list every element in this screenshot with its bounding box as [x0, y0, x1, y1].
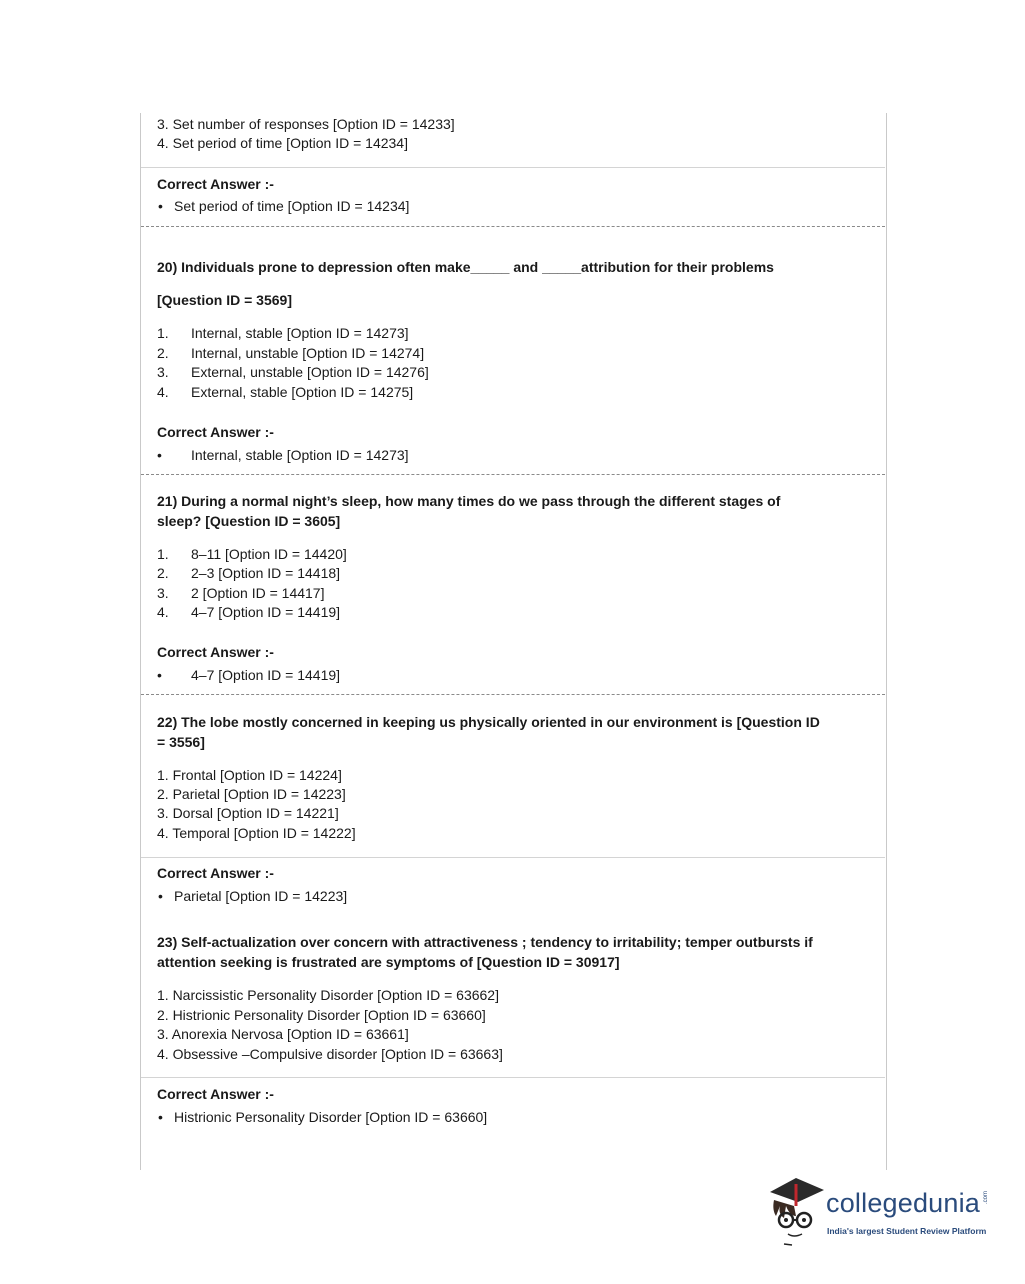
bullet: • — [158, 1109, 163, 1125]
divider — [141, 1077, 885, 1078]
q21-answer-heading: Correct Answer :- — [157, 644, 274, 660]
logo-tagline: India's largest Student Review Platform — [827, 1226, 987, 1236]
q23-question-line2: attention seeking is frustrated are symptoms of [Question ID = 30917] — [157, 954, 620, 970]
q21-option-3: 2 [Option ID = 14417] — [191, 585, 325, 601]
q23-option-3: 3. Anorexia Nervosa [Option ID = 63661] — [157, 1026, 409, 1042]
logo-wordmark: collegedunia — [826, 1188, 981, 1218]
divider — [141, 857, 885, 858]
q19-option-4: 4. Set period of time [Option ID = 14234] — [157, 135, 408, 151]
q23-question-line1: 23) Self-actualization over concern with attractiveness ; tendency to irritability; temper outbursts if — [157, 934, 813, 950]
dashed-divider — [141, 474, 885, 475]
q22-answer: Parietal [Option ID = 14223] — [174, 888, 348, 904]
q23-answer: Histrionic Personality Disorder [Option ID = 63660] — [174, 1109, 488, 1125]
q20-answer-heading: Correct Answer :- — [157, 424, 274, 440]
q20-question-id: [Question ID = 3569] — [157, 292, 292, 308]
q20-option-3: External, unstable [Option ID = 14276] — [191, 364, 429, 380]
dashed-divider — [141, 694, 885, 695]
bullet: • — [158, 198, 163, 214]
q23-option-2: 2. Histrionic Personality Disorder [Option ID = 63660] — [157, 1007, 486, 1023]
q21-option-2: 2–3 [Option ID = 14418] — [191, 565, 341, 581]
q20-option-1: Internal, stable [Option ID = 14273] — [191, 325, 409, 341]
bullet: • — [158, 888, 163, 904]
collegedunia-logo — [766, 1176, 996, 1246]
q21-answer: 4–7 [Option ID = 14419] — [191, 667, 341, 683]
q19-answer: Set period of time [Option ID = 14234] — [174, 198, 410, 214]
logo-com: .com — [983, 1190, 989, 1204]
q20-option-2: Internal, unstable [Option ID = 14274] — [191, 345, 425, 361]
q23-answer-heading: Correct Answer :- — [157, 1086, 274, 1102]
q21-question-line1: 21) During a normal night’s sleep, how many times do we pass through the different stages of — [157, 493, 781, 509]
q21-question-line2: sleep? [Question ID = 3605] — [157, 513, 341, 529]
q21-option-num: 3. — [157, 585, 169, 601]
q19-option-3: 3. Set number of responses [Option ID = 14233] — [157, 116, 455, 132]
q20-option-num: 3. — [157, 364, 169, 380]
q20-option-num: 1. — [157, 325, 169, 341]
q21-option-num: 1. — [157, 546, 169, 562]
mascot-icon — [766, 1176, 828, 1246]
q22-question-line2: = 3556] — [157, 734, 205, 750]
q22-answer-heading: Correct Answer :- — [157, 865, 274, 881]
q21-option-num: 2. — [157, 565, 169, 581]
q23-option-1: 1. Narcissistic Personality Disorder [Option ID = 63662] — [157, 987, 499, 1003]
dashed-divider — [141, 226, 885, 227]
q20-option-num: 2. — [157, 345, 169, 361]
q20-answer: Internal, stable [Option ID = 14273] — [191, 447, 409, 463]
q22-option-3: 3. Dorsal [Option ID = 14221] — [157, 805, 339, 821]
q19-answer-heading: Correct Answer :- — [157, 176, 274, 192]
q22-option-1: 1. Frontal [Option ID = 14224] — [157, 767, 342, 783]
q22-option-2: 2. Parietal [Option ID = 14223] — [157, 786, 346, 802]
divider — [141, 167, 885, 168]
q20-question: 20) Individuals prone to depression often make_____ and _____attribution for their problems — [157, 259, 774, 275]
q22-option-4: 4. Temporal [Option ID = 14222] — [157, 825, 356, 841]
q21-option-4: 4–7 [Option ID = 14419] — [191, 604, 341, 620]
q20-option-4: External, stable [Option ID = 14275] — [191, 384, 414, 400]
q20-option-num: 4. — [157, 384, 169, 400]
bullet: • — [157, 447, 162, 463]
q21-option-num: 4. — [157, 604, 169, 620]
q22-question-line1: 22) The lobe mostly concerned in keeping us physically oriented in our environment is [Question ID — [157, 714, 820, 730]
bullet: • — [157, 667, 162, 683]
q21-option-1: 8–11 [Option ID = 14420] — [191, 546, 347, 562]
q23-option-4: 4. Obsessive –Compulsive disorder [Option ID = 63663] — [157, 1046, 503, 1062]
